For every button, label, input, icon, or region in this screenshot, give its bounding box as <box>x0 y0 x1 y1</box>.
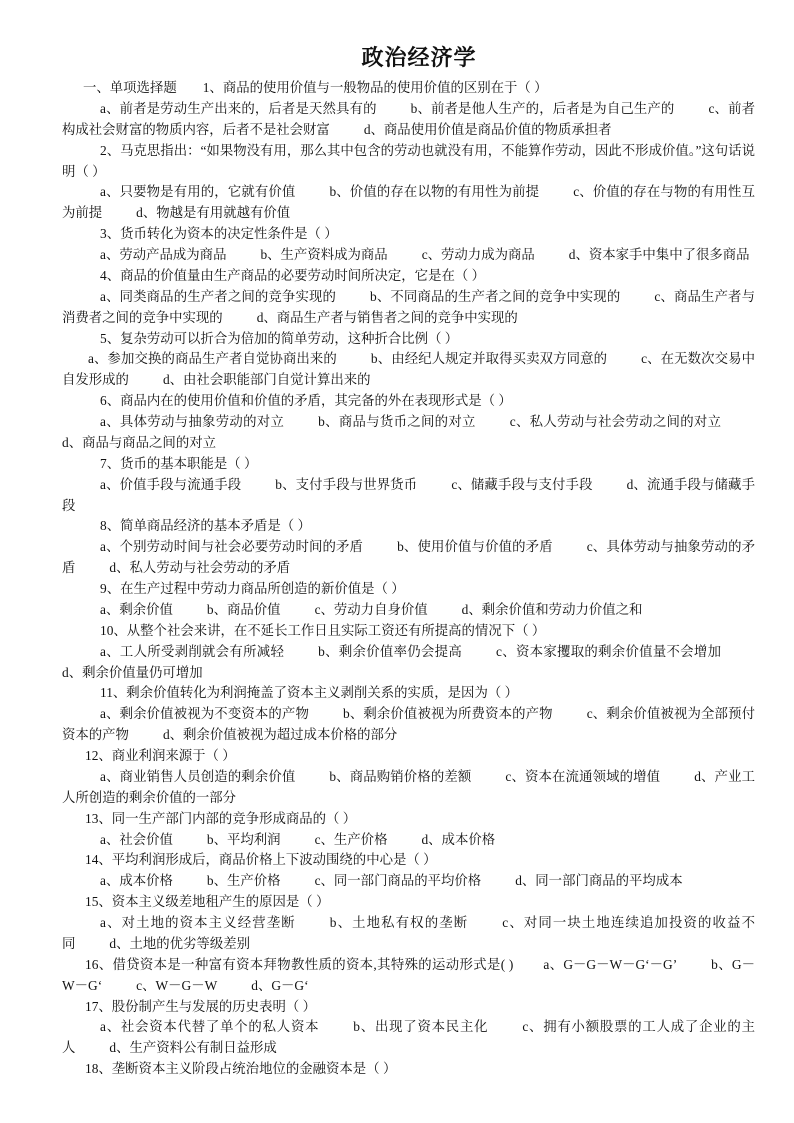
question-stem: 18、垄断资本主义阶段占统治地位的金融资本是（ ） <box>85 1061 397 1077</box>
option-d: d、同一部门商品的平均成本 <box>515 873 683 889</box>
question-stem: 6、商品内在的使用价值和价值的矛盾，其完备的外在表现形式是（ ） <box>100 393 512 409</box>
question-stem-line <box>62 391 755 412</box>
question-4 <box>62 266 755 329</box>
question-stem: 7、货币的基本职能是（ ） <box>100 455 258 471</box>
question-stem: 2、马克思指出：“如果物没有用，那么其中包含的劳动也就没有用，不能算作劳动，因此不形成价值。”这句话说明（ ） <box>62 142 755 179</box>
question-stem: 13、同一生产部门内部的竞争形成商品的（ ） <box>85 810 357 826</box>
option-a: a、工人所受剥削就会有所减轻 <box>100 643 285 659</box>
option-a: a、成本价格 <box>100 873 173 889</box>
question-6 <box>62 391 755 454</box>
option-b: b、前者是他人生产的，后者是为自己生产的 <box>410 100 675 116</box>
question-stem: 1、商品的使用价值与一般物品的使用价值的区别在于（ ） <box>202 80 548 95</box>
question-stem: 14、平均利润形成后，商品价格上下波动围绕的中心是（ ） <box>85 852 437 868</box>
options-line <box>62 913 755 955</box>
option-b: b、出现了资本民主化 <box>353 1019 489 1035</box>
option-b: b、商品价值 <box>206 601 281 617</box>
question-stem-line <box>62 892 755 913</box>
option-b: b、使用价值与价值的矛盾 <box>397 539 553 555</box>
options-line <box>62 704 755 746</box>
question-8 <box>62 516 755 579</box>
option-a: a、劳动产品成为商品 <box>100 247 227 262</box>
option-c: c、W－G－W <box>136 977 218 993</box>
question-stem-line <box>62 809 755 830</box>
option-a: a、价值手段与流通手段 <box>100 476 242 492</box>
option-c: c、资本家攫取的剩余价值量不会增加 <box>496 643 721 659</box>
option-a: a、参加交换的商品生产者自觉协商出来的 <box>88 351 337 367</box>
question-stem: 16、借贷资本是一种富有资本拜物教性质的资本,其特殊的运动形式是( ) <box>85 956 514 972</box>
option-d: d、G－G‘ <box>251 977 309 993</box>
question-stem-line <box>62 1059 755 1080</box>
options-line <box>62 537 755 579</box>
question-13 <box>62 809 755 851</box>
option-d: d、剩余价值被视为超过成本价格的部分 <box>162 727 398 743</box>
option-b: b、G－W－G‘ <box>62 956 755 993</box>
question-stem: 12、商业利润来源于（ ） <box>85 748 236 763</box>
option-a: a、社会资本代替了单个的私人资本 <box>100 1019 320 1035</box>
option-b: b、商品购销价格的差额 <box>329 768 472 784</box>
option-c: c、储藏手段与支付手段 <box>451 476 593 492</box>
options-line <box>62 99 755 141</box>
option-d: d、资本家手中集中了很多商品 <box>568 247 750 262</box>
options-line <box>62 1017 755 1059</box>
question-stem-line <box>62 683 755 704</box>
option-a: a、剩余价值 <box>100 601 173 617</box>
option-d: d、物越是有用就越有价值 <box>136 205 291 221</box>
question-stem-line <box>62 141 755 183</box>
options-line <box>62 412 755 454</box>
option-c: c、商品生产者与消费者之间的竞争中实现的 <box>62 288 755 325</box>
option-c: c、劳动力成为商品 <box>421 247 535 262</box>
question-14 <box>62 850 755 892</box>
question-stem-line <box>62 329 755 350</box>
option-c: c、劳动力自身价值 <box>314 601 428 617</box>
option-d: d、商品与商品之间的对立 <box>62 434 216 450</box>
option-c: c、生产价格 <box>314 831 388 847</box>
option-d: d、私人劳动与社会劳动的矛盾 <box>109 560 291 576</box>
question-stem-line <box>62 621 755 642</box>
option-c: c、在无数次交易中自发形成的 <box>62 351 755 388</box>
options-line <box>62 349 755 391</box>
question-stem: 10、从整个社会来讲，在不延长工作日且实际工资还有所提高的情况下（ ） <box>100 622 546 638</box>
options-line <box>62 767 755 809</box>
question-stem-line <box>62 224 755 245</box>
question-12 <box>62 746 755 809</box>
option-d: d、剩余价值量仍可增加 <box>62 664 203 680</box>
option-a: a、前者是劳动生产出来的，后者是天然具有的 <box>100 100 377 116</box>
option-d: d、商品生产者与销售者之间的竞争中实现的 <box>256 309 518 325</box>
question-2 <box>62 141 755 225</box>
question-9 <box>62 579 755 621</box>
question-1 <box>62 78 755 141</box>
question-11 <box>62 683 755 746</box>
option-c: c、前者构成社会财富的物质内容，后者不是社会财富 <box>62 100 755 137</box>
option-c: c、资本在流通领域的增值 <box>505 768 661 784</box>
option-b: b、支付手段与世界货币 <box>275 476 418 492</box>
option-d: d、流通手段与储藏手段 <box>62 476 755 513</box>
option-c: c、具体劳动与抽象劳动的矛盾 <box>62 539 755 576</box>
option-b: b、生产价格 <box>206 873 281 889</box>
option-a: a、G－G－W－G‘－G’ <box>543 956 678 972</box>
options-line <box>62 287 755 329</box>
question-stem-line <box>62 454 755 475</box>
options-line <box>62 830 755 851</box>
option-b: b、不同商品的生产者之间的竞争中实现的 <box>370 288 621 304</box>
options-line <box>62 182 755 224</box>
option-c: c、私人劳动与社会劳动之间的对立 <box>509 414 721 429</box>
option-a: a、同类商品的生产者之间的竞争实现的 <box>100 288 337 304</box>
option-d: d、生产资料公有制日益形成 <box>109 1040 277 1056</box>
question-stem: 5、复杂劳动可以折合为倍加的简单劳动，这种折合比例（ ） <box>100 330 459 346</box>
question-18 <box>62 1059 755 1080</box>
question-stem-line <box>62 579 755 600</box>
question-10 <box>62 621 755 684</box>
option-d: d、土地的优劣等级差别 <box>109 935 250 951</box>
options-line <box>62 871 755 892</box>
question-stem: 8、简单商品经济的基本矛盾是（ ） <box>100 518 311 534</box>
question-stem: 11、剩余价值转化为利润掩盖了资本主义剥削关系的实质，是因为（ ） <box>100 685 518 701</box>
question-stem: 9、在生产过程中劳动力商品所创造的新价值是（ ） <box>100 581 405 596</box>
option-a: a、具体劳动与抽象劳动的对立 <box>100 414 285 429</box>
question-stem-line <box>62 850 755 871</box>
question-stem-line <box>62 516 755 537</box>
question-3 <box>62 224 755 266</box>
option-c: c、拥有小额股票的工人成了企业的主人 <box>62 1019 755 1056</box>
option-c: c、同一部门商品的平均价格 <box>314 873 482 889</box>
option-a: a、只要物是有用的，它就有价值 <box>100 184 296 200</box>
question-16 <box>62 955 755 997</box>
option-a: a、对土地的资本主义经营垄断 <box>100 915 296 930</box>
document-title: 政治经济学 <box>361 46 477 71</box>
question-15 <box>62 892 755 955</box>
option-a: a、社会价值 <box>100 831 173 847</box>
option-b: b、生产资料成为商品 <box>260 247 388 262</box>
option-b: b、商品与货币之间的对立 <box>318 414 476 429</box>
option-b: b、由经纪人规定并取得买卖双方同意的 <box>370 351 608 367</box>
option-c: c、对同一块土地连续追加投资的收益不同 <box>62 915 755 951</box>
question-stem: 4、商品的价值量由生产商品的必要劳动时间所决定，它是在（ ） <box>100 267 485 283</box>
question-stem-line <box>62 746 755 767</box>
option-b: b、平均利润 <box>206 831 281 847</box>
question-stem: 15、资本主义级差地租产生的原因是（ ） <box>85 894 330 910</box>
option-a: a、个别劳动时间与社会必要劳动时间的矛盾 <box>100 539 364 555</box>
section-heading: 一、单项选择题 <box>83 80 177 95</box>
question-7 <box>62 454 755 517</box>
option-d: d、成本价格 <box>421 831 496 847</box>
options-line <box>62 475 755 517</box>
question-stem: 17、股份制产生与发展的历史表明（ ） <box>85 998 316 1014</box>
option-d: d、商品使用价值是商品价值的物质承担者 <box>363 121 612 137</box>
option-b: b、剩余价值被视为所费资本的产物 <box>342 706 553 722</box>
option-c: c、剩余价值被视为全部预付资本的产物 <box>62 706 755 743</box>
option-b: b、剩余价值率仍会提高 <box>318 643 463 659</box>
option-d: d、产业工人所创造的剩余价值的一部分 <box>62 768 755 805</box>
option-b: b、土地私有权的垄断 <box>329 915 469 930</box>
options-line <box>62 245 755 266</box>
option-a: a、剩余价值被视为不变资本的产物 <box>100 706 309 722</box>
question-stem-line <box>62 266 755 287</box>
question-stem-line <box>62 955 755 997</box>
option-b: b、价值的存在以物的有用性为前提 <box>329 184 540 200</box>
option-a: a、商业销售人员创造的剩余价值 <box>100 768 296 784</box>
question-stem-line <box>62 78 755 99</box>
question-list <box>62 78 755 1080</box>
option-d: d、由社会职能部门自觉计算出来的 <box>162 372 371 388</box>
option-c: c、价值的存在与物的有用性互为前提 <box>62 184 755 221</box>
question-stem-line <box>62 997 755 1018</box>
question-17 <box>62 997 755 1060</box>
option-d: d、剩余价值和劳动力价值之和 <box>461 601 643 617</box>
question-5 <box>62 329 755 392</box>
options-line <box>62 600 755 621</box>
options-line <box>62 642 755 684</box>
question-stem: 3、货币转化为资本的决定性条件是（ ） <box>100 226 338 242</box>
